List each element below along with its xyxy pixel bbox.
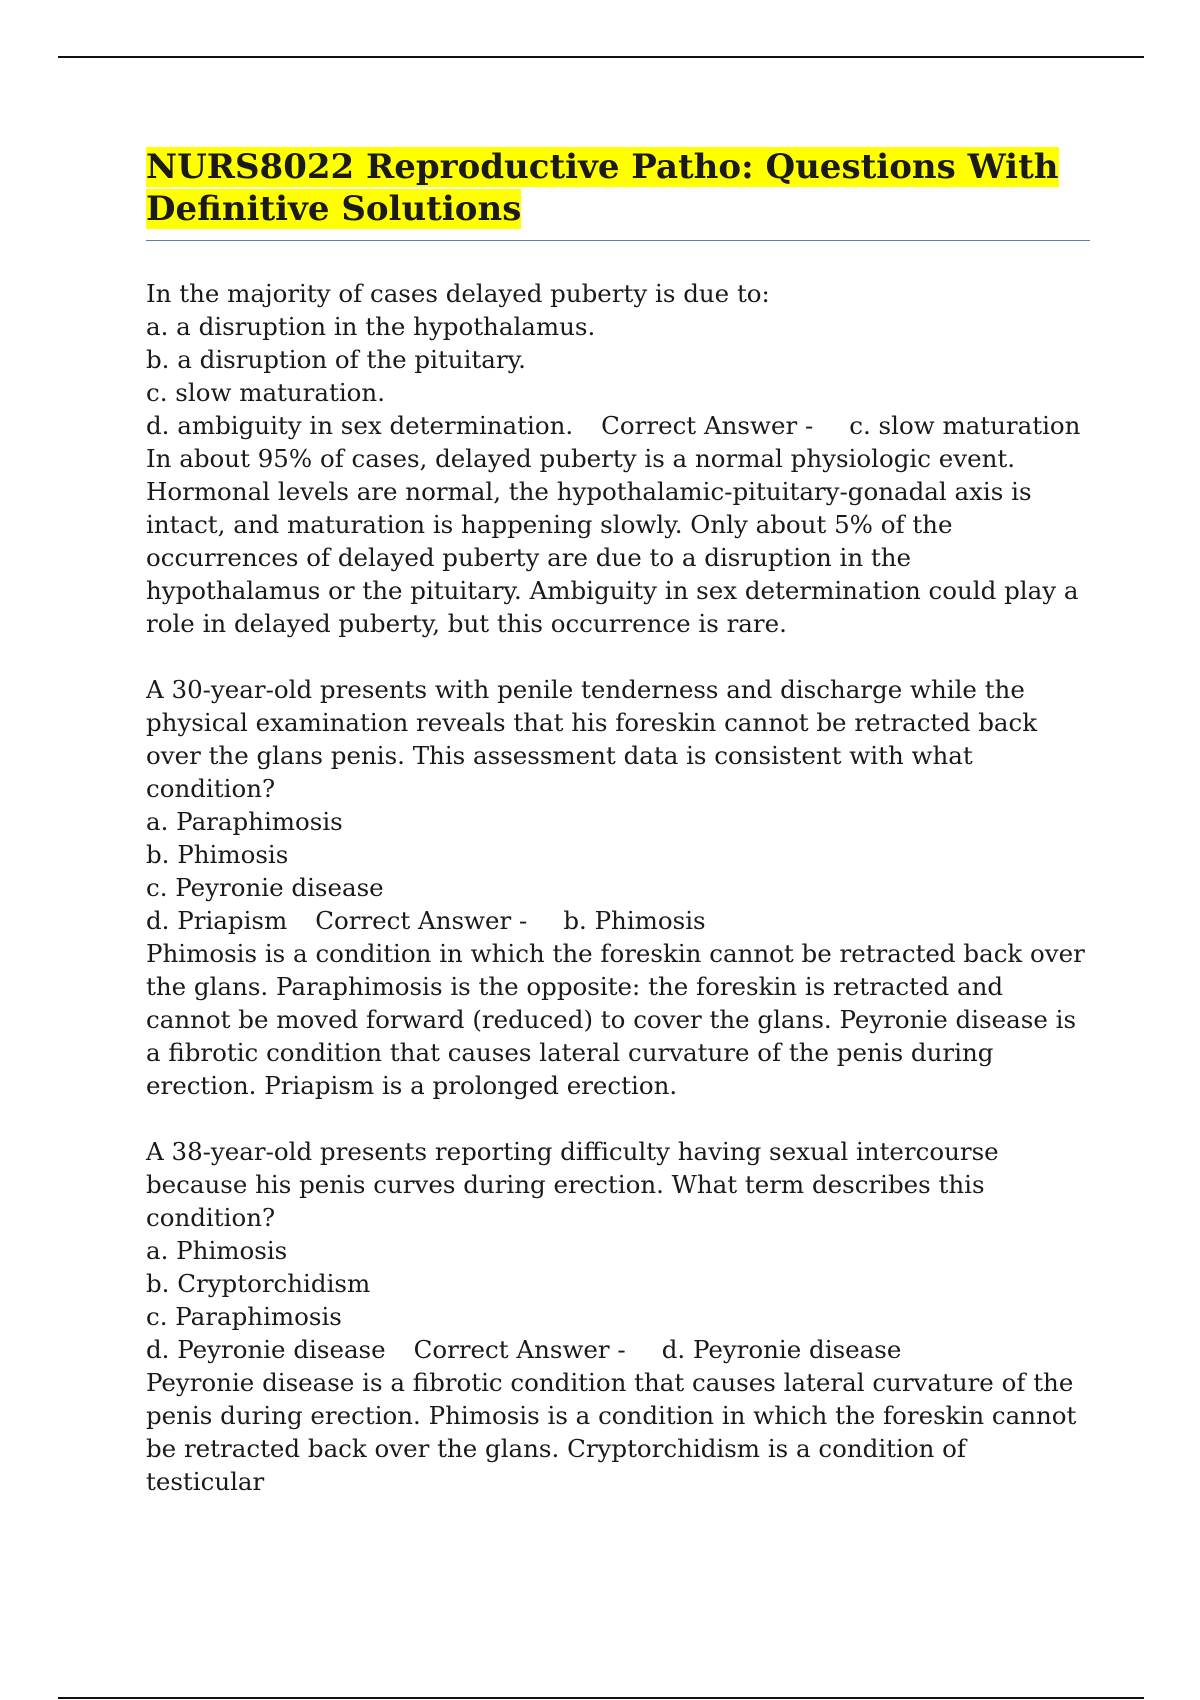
question-block-2 xyxy=(146,673,1090,1102)
correct-answer-value: b. Phimosis xyxy=(563,906,706,935)
option-c: c. slow maturation. xyxy=(146,378,385,407)
bottom-rule xyxy=(58,1697,1144,1699)
option-c: c. Paraphimosis xyxy=(146,1302,342,1331)
option-c: c. Peyronie disease xyxy=(146,873,384,902)
correct-answer-label: Correct Answer - xyxy=(413,1335,626,1364)
option-d-with-answer xyxy=(146,1333,1090,1366)
top-rule xyxy=(58,56,1144,58)
option-d-with-answer xyxy=(146,904,1090,937)
question-block-3 xyxy=(146,1135,1090,1498)
option-d: d. ambiguity in sex determination. xyxy=(146,411,574,440)
option-d: d. Priapism xyxy=(146,906,288,935)
correct-answer-value: c. slow maturation xyxy=(849,411,1081,440)
correct-answer-value: d. Peyronie disease xyxy=(661,1335,902,1364)
correct-answer-label: Correct Answer - xyxy=(315,906,528,935)
explanation-text: In about 95% of cases, delayed puberty is a normal physiologic event. Hormonal levels are normal, the hypothalamic-pituitary-gonadal axis is intact, and maturation is happening slowly. Only about 5% of the occurrences of delayed puberty are due to a disruption in the hypothalamus or the pituitary. Ambiguity in sex determination could play a role in delayed puberty, but this occurrence is rare. xyxy=(146,444,1079,638)
explanation-text: Peyronie disease is a fibrotic condition that causes lateral curvature of the penis during erection. Phimosis is a condition in which the foreskin cannot be retracted back over the glans. Cryptorchidism is a condition of testicular xyxy=(146,1368,1077,1496)
document-body xyxy=(146,146,1090,1531)
document-title xyxy=(146,146,1090,230)
option-a: a. a disruption in the hypothalamus. xyxy=(146,312,596,341)
question-block-1 xyxy=(146,277,1090,640)
option-b: b. Cryptorchidism xyxy=(146,1269,371,1298)
option-b: b. a disruption of the pituitary. xyxy=(146,345,526,374)
title-divider xyxy=(146,240,1090,241)
title-highlight: NURS8022 Reproductive Patho: Questions With Definitive Solutions xyxy=(146,147,1059,229)
option-d-with-answer xyxy=(146,409,1090,442)
option-b: b. Phimosis xyxy=(146,840,289,869)
option-a: a. Paraphimosis xyxy=(146,807,343,836)
option-d: d. Peyronie disease xyxy=(146,1335,386,1364)
option-a: a. Phimosis xyxy=(146,1236,288,1265)
explanation-text: Phimosis is a condition in which the foreskin cannot be retracted back over the glans. Paraphimosis is the opposite: the foreskin is retracted and cannot be moved forward (reduced) to cover the glans. Peyronie disease is a fibrotic condition that causes lateral curvature of the penis during erection. Priapism is a prolonged erection. xyxy=(146,939,1085,1100)
question-text: In the majority of cases delayed puberty is due to: xyxy=(146,279,770,308)
question-text: A 38-year-old presents reporting difficulty having sexual intercourse because his penis curves during erection. What term describes this condition? xyxy=(146,1137,999,1232)
correct-answer-label: Correct Answer - xyxy=(601,411,814,440)
question-text: A 30-year-old presents with penile tenderness and discharge while the physical examination reveals that his foreskin cannot be retracted back over the glans penis. This assessment data is consistent with what condition? xyxy=(146,675,1038,803)
